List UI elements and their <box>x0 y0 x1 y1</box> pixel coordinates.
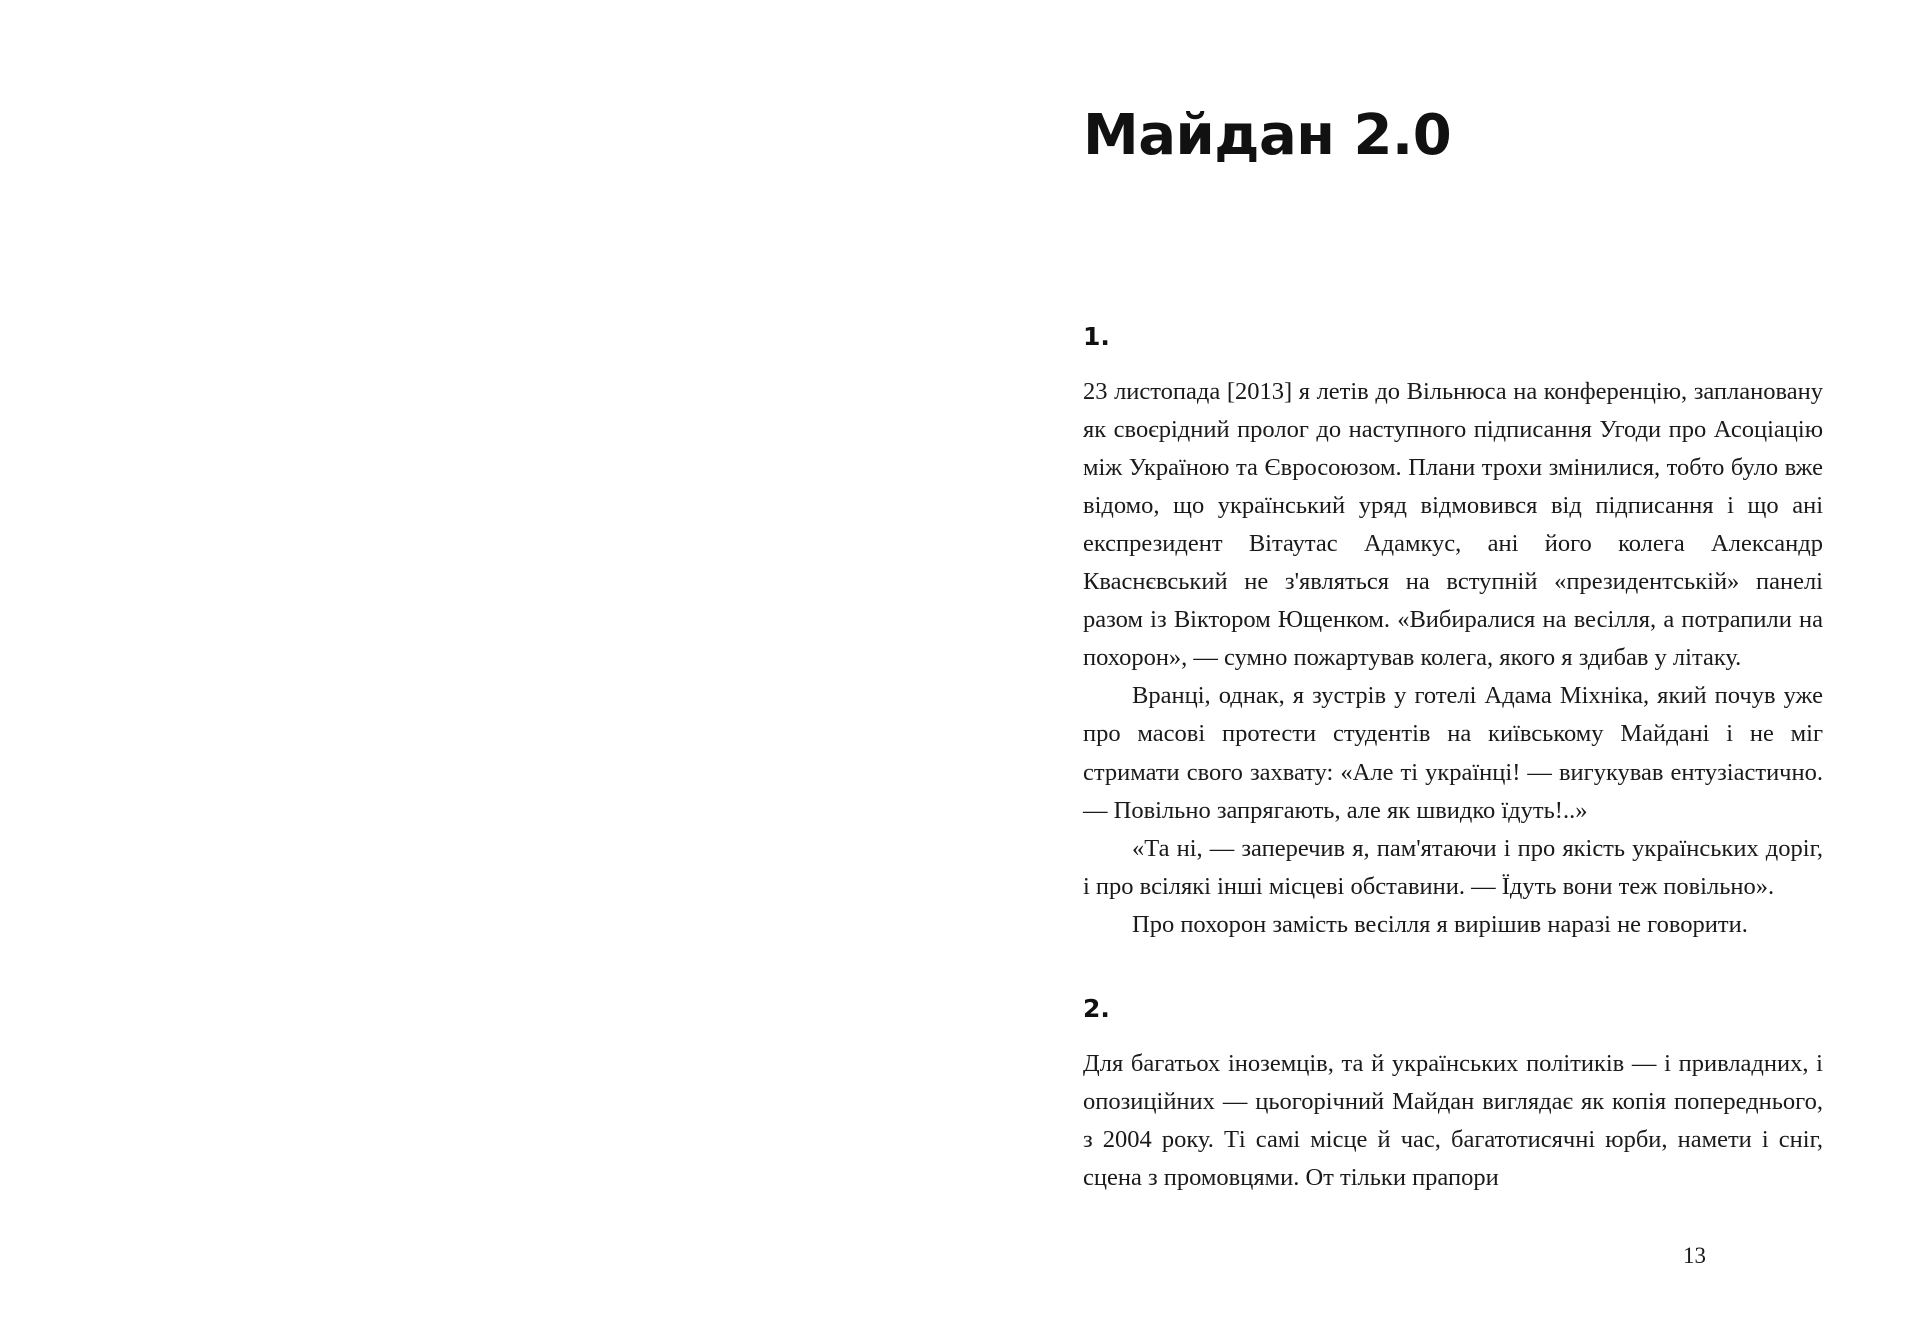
paragraph: 23 листопада [2013] я летів до Вільнюса на конференцію, заплановану як своєрідний пролог до наступного підписання Угоди про Асоціацію між Україною та Євросоюзом. Плани трохи змінилися, тобто було вже відомо, що український уряд відмовився від підписання і що ані експрезидент Вітаутас Адамкус, ані його колега Александр Кваснєвський не з'являться на вступній «президентській» панелі разом із Віктором Ющенком. «Вибиралися на весілля, а потрапили на похорон», — сумно пожартував колега, якого я здибав у літаку. <box>1083 377 1823 672</box>
page-title: Майдан 2.0 <box>1083 103 1452 168</box>
paragraph: Вранці, однак, я зустрів у готелі Адама Міхніка, який почув уже про масові протести студентів на київському Майдані і не міг стримати свого захвату: «Але ті українці! — вигукував ентузіастично. — Повільно запрягають, але як швидко їдуть!..» <box>1083 682 1823 824</box>
section-number-2: 2. <box>1083 994 1110 1023</box>
text-column <box>1083 0 1823 1325</box>
paragraph: Про похорон замість весілля я вирішив наразі не говорити. <box>1132 910 1748 938</box>
page-number: 13 <box>1683 1243 1706 1268</box>
paragraph: «Та ні, — заперечив я, пам'ятаючи і про якість українських доріг, і про всілякі інші місцеві обставини. — Їдуть вони теж повільно». <box>1083 834 1823 900</box>
paragraph: Для багатьох іноземців, та й українських політиків — і привладних, і опозиційних — цьогорічний Майдан виглядає як копія попереднього, з 2004 року. Ті самі місце й час, багатотисячні юрби, намети і сніг, сцена з промовцями. От тільки прапори <box>1083 1050 1823 1192</box>
section-number-1: 1. <box>1083 321 1110 351</box>
